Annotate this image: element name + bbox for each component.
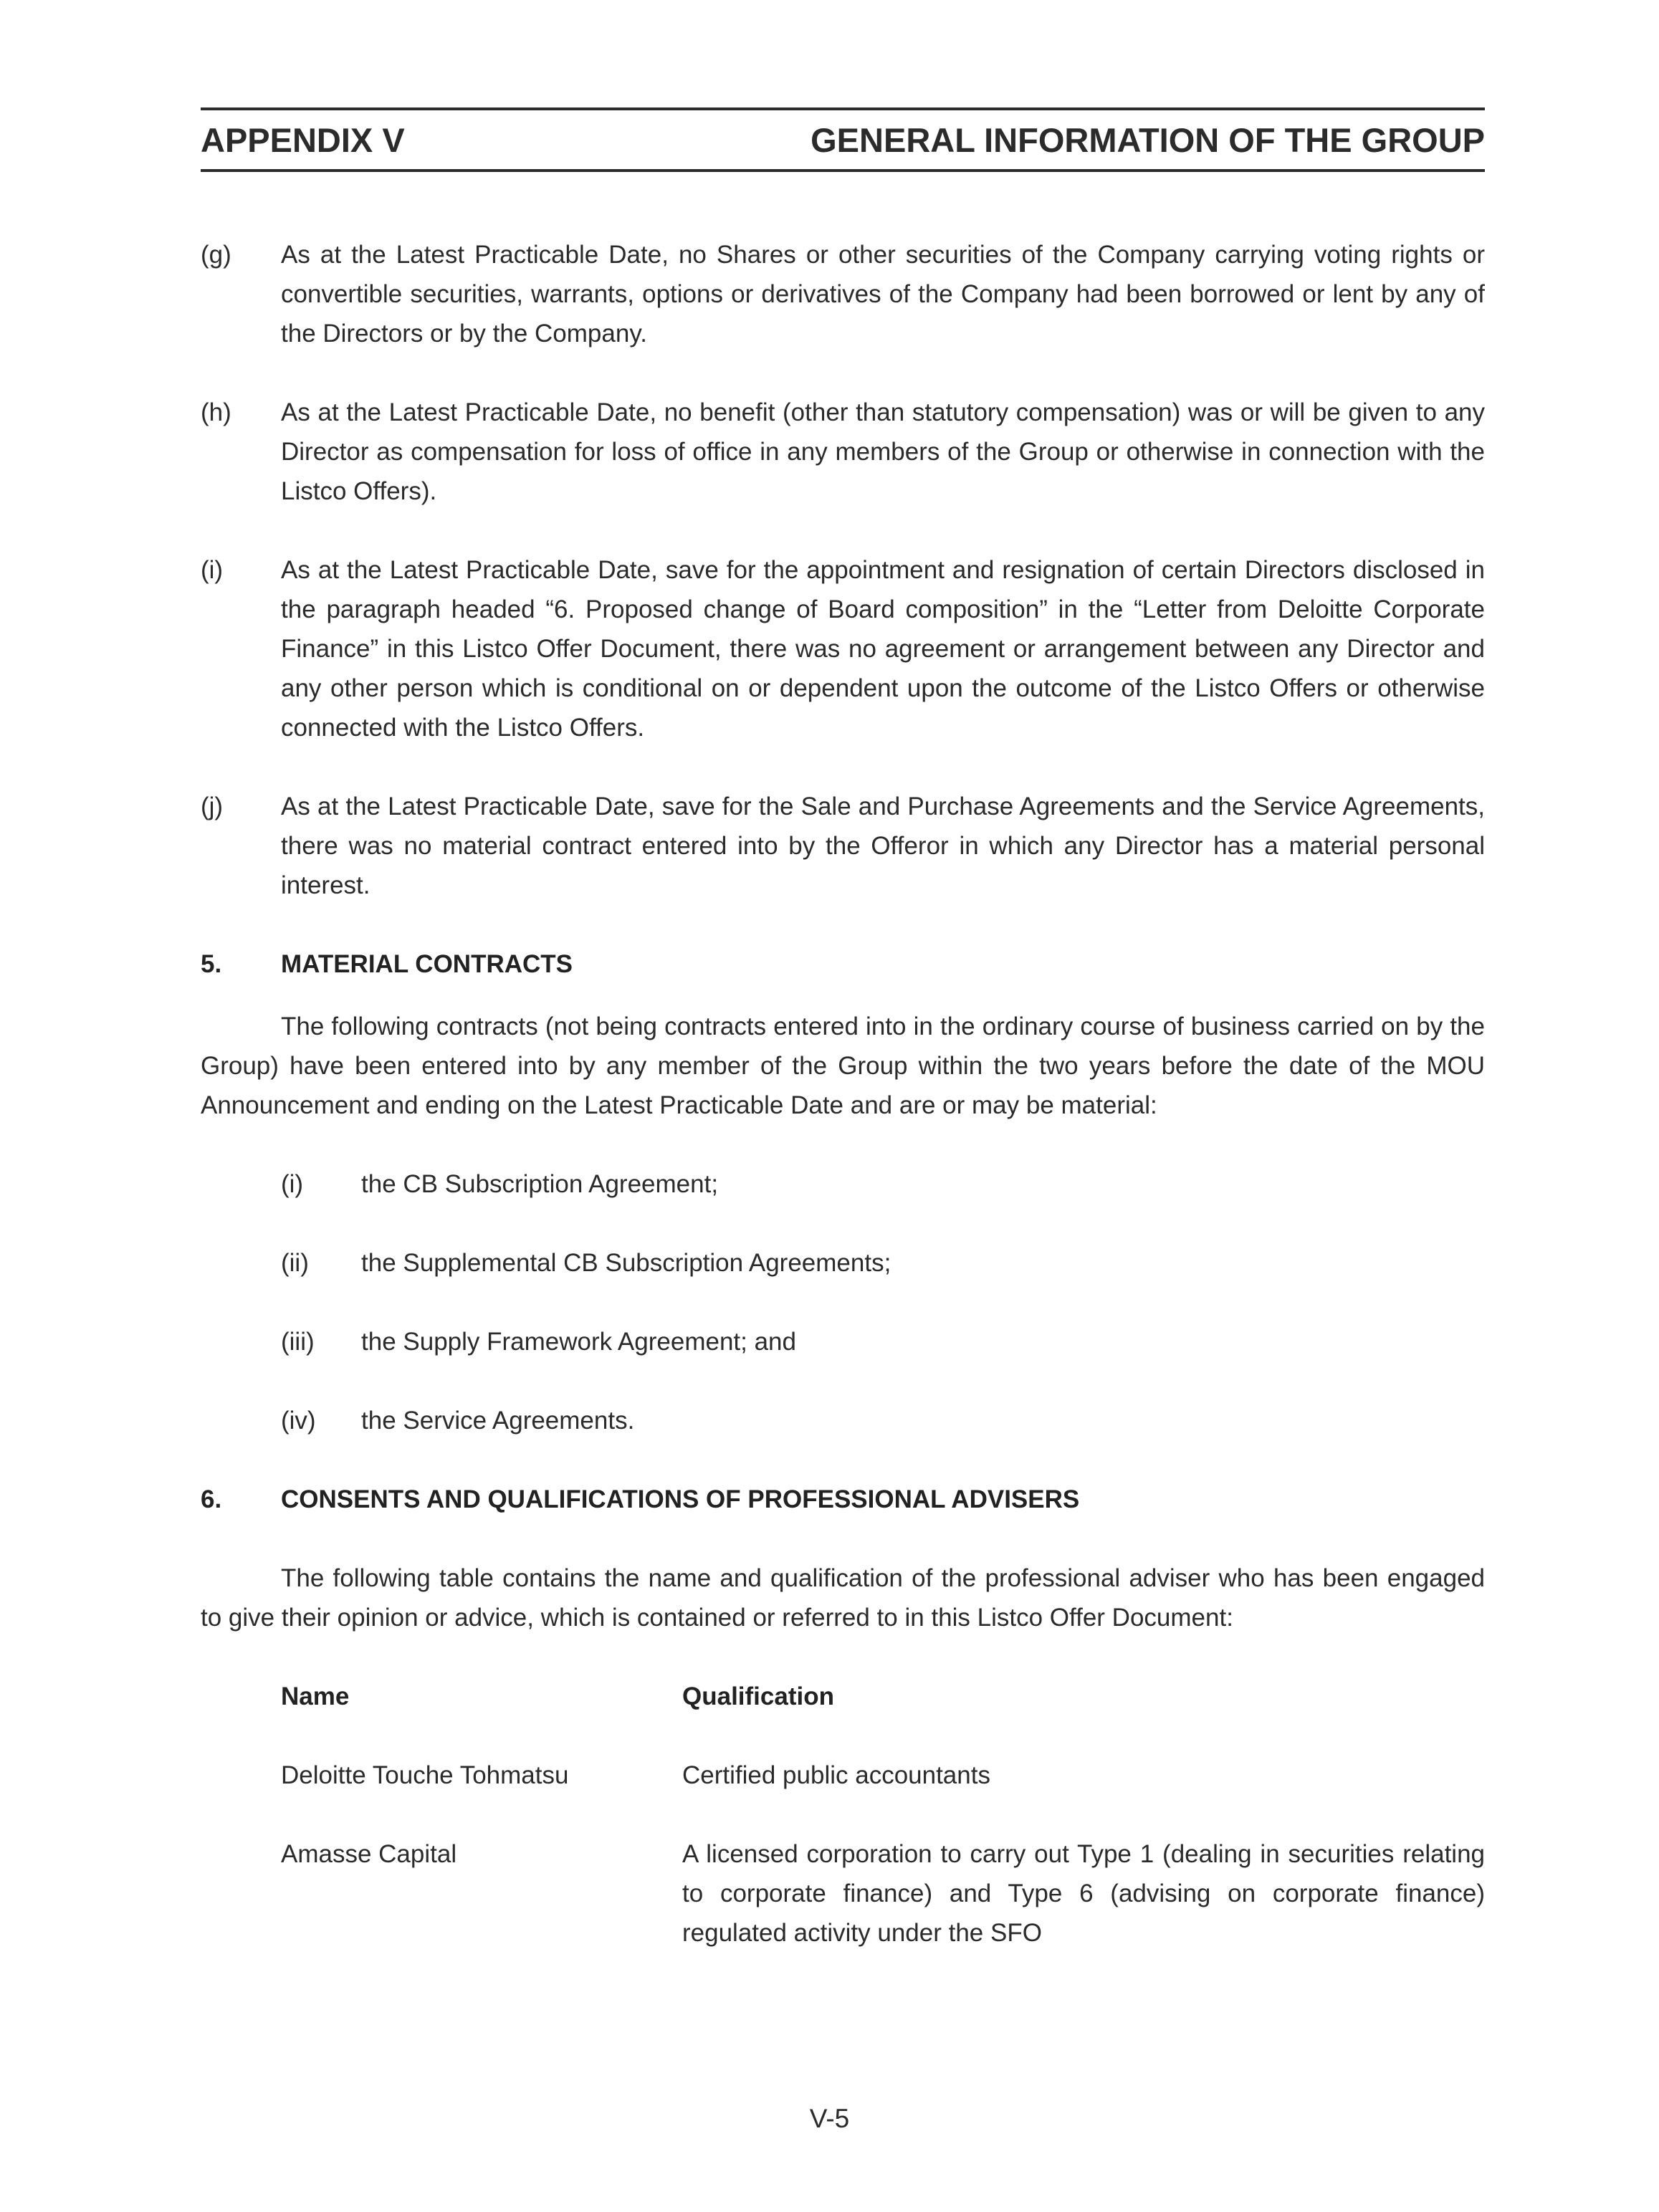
disclosure-item-h [201,393,1485,511]
list-item [281,1164,1485,1204]
adviser-qualification: Certified public accountants [682,1761,990,1789]
disclosure-item-g [201,235,1485,353]
item-text: As at the Latest Practicable Date, no Shares or other securities of the Company carrying voting rights or convertible securities, warrants, options or derivatives of the Company had been borrowed or lent by any of the Directors or by the Company. [281,241,1485,348]
column-header-qualification: Qualification [682,1682,834,1710]
adviser-name: Deloitte Touche Tohmatsu [281,1761,569,1789]
section-title: MATERIAL CONTRACTS [281,950,573,978]
item-label: (j) [201,793,224,820]
list-item-text: the CB Subscription Agreement; [361,1170,719,1198]
section-number: 6. [201,1485,222,1513]
column-header-name: Name [281,1682,350,1710]
adviser-name: Amasse Capital [281,1840,457,1868]
table-header-row [281,1677,1485,1716]
list-item-text: the Service Agreements. [361,1407,635,1435]
list-item-label: (ii) [281,1249,309,1277]
section-title: CONSENTS AND QUALIFICATIONS OF PROFESSIONAL ADVISERS [281,1485,1080,1513]
table-row [281,1834,1485,1953]
header-appendix-label: APPENDIX V [201,120,405,159]
section-6-heading [201,1480,1485,1519]
list-item-label: (iv) [281,1407,316,1435]
table-row [281,1756,1485,1795]
section-6-paragraph: The following table contains the name and qualification of the professional adviser who has been engaged to give their opinion or advice, which is contained or referred to in this Listco Offer Document: [201,1564,1485,1632]
item-text: As at the Latest Practicable Date, save for the appointment and resignation of certain Directors disclosed in the paragraph headed “6. Proposed change of Board composition” in the “Letter from Deloitte Corporate Finance” in this Listco Offer Document, there was no agreement or arrangement between any Director and any other person which is conditional on or dependent upon the outcome of the Listco Offers or otherwise connected with the Listco Offers. [281,556,1485,742]
disclosure-item-i [201,550,1485,747]
list-item-text: the Supply Framework Agreement; and [361,1328,796,1356]
advisers-table [201,1677,1485,1953]
adviser-qualification: A licensed corporation to carry out Type 1 (dealing in securities relating to corporate finance) and Type 6 (advising on corporate finance) regulated activity under the SFO [682,1840,1485,1947]
list-item [281,1401,1485,1440]
section-5-paragraph: The following contracts (not being contracts entered into in the ordinary course of business carried on by the Group) have been entered into by any member of the Group within the two years before the date of the MOU Announcement and ending on the Latest Practicable Date and are or may be material: [201,1012,1485,1119]
list-item-label: (i) [281,1170,304,1198]
page-number: V-5 [809,2104,850,2133]
material-contracts-list [201,1164,1485,1440]
header-section-title: GENERAL INFORMATION OF THE GROUP [811,120,1485,159]
disclosure-item-j [201,787,1485,905]
list-item-text: the Supplemental CB Subscription Agreements; [361,1249,891,1277]
item-text: As at the Latest Practicable Date, save for the Sale and Purchase Agreements and the Service Agreements, there was no material contract entered into by the Offeror in which any Director has a material personal interest. [281,793,1485,899]
item-label: (g) [201,241,231,269]
document-page [201,107,1485,1953]
item-label: (i) [201,556,224,584]
disclosure-items [201,235,1485,905]
section-5-heading [201,944,1485,984]
item-text: As at the Latest Practicable Date, no benefit (other than statutory compensation) was or will be given to any Director as compensation for loss of office in any members of the Group or otherwise in connection with the Listco Offers). [281,398,1485,505]
item-label: (h) [201,398,231,426]
list-item [281,1322,1485,1361]
page-header [201,110,1485,169]
list-item [281,1243,1485,1283]
list-item-label: (iii) [281,1328,315,1356]
header-bottom-rule [201,169,1485,172]
section-number: 5. [201,950,222,978]
